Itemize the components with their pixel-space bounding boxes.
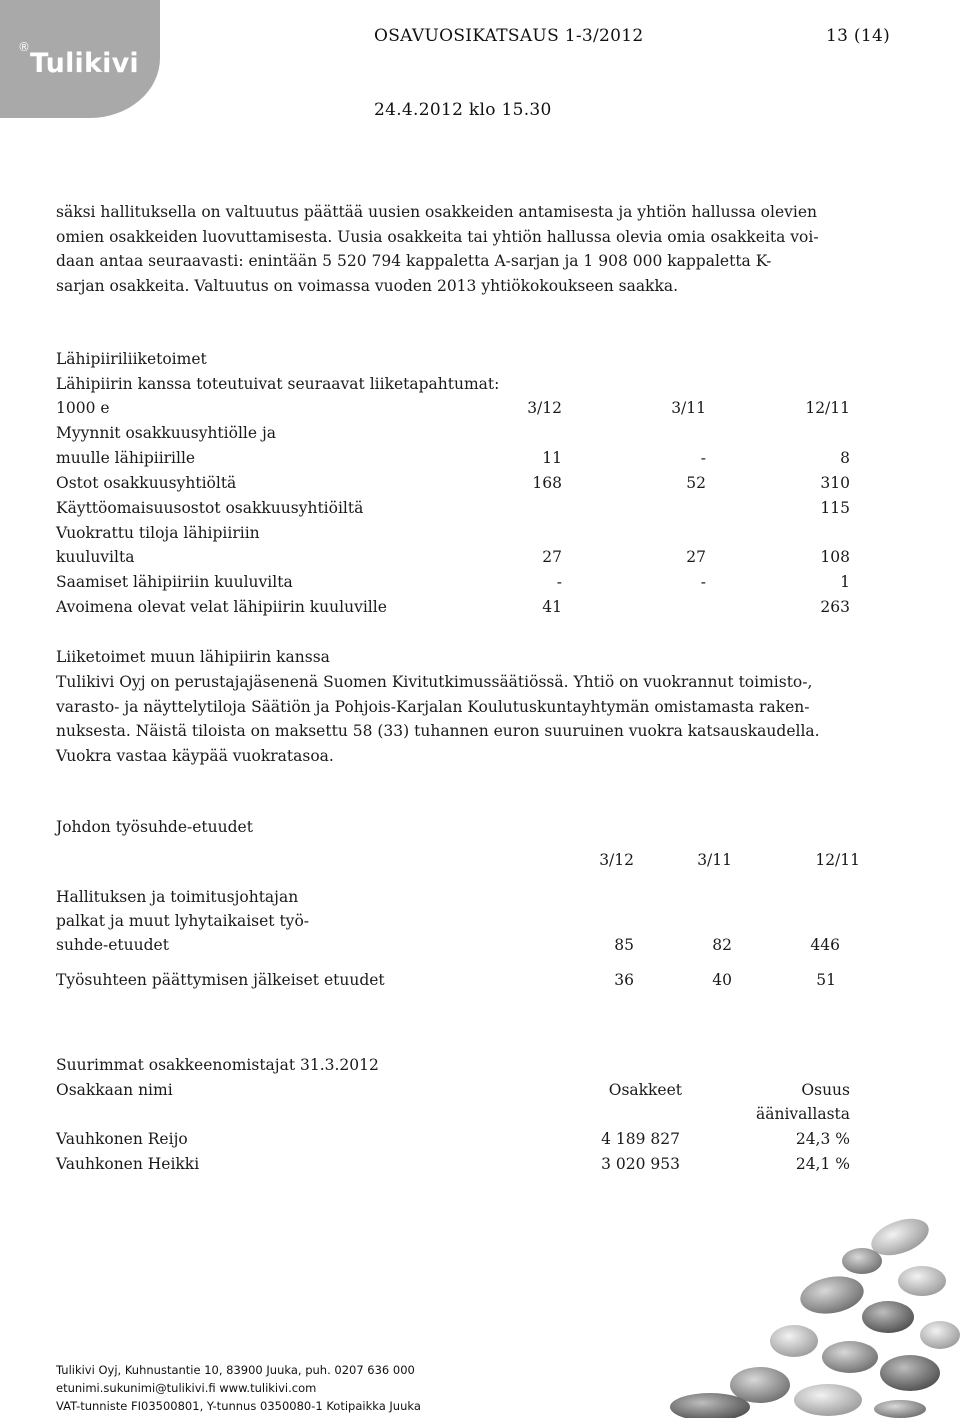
management-heading: Johdon työsuhde-etuudet [56, 818, 253, 836]
intro-line: daan antaa seuraavasti: enintään 5 520 794 kappaletta A-sarjan ja 1 908 000 kappaletta K- [56, 252, 772, 270]
table-row [56, 521, 856, 546]
row-label: Vuokrattu tiloja lähipiiriin [56, 524, 260, 542]
stone [920, 1321, 960, 1349]
cell-value: 8 [840, 449, 850, 467]
col-header: Osuus [801, 1081, 850, 1099]
col-header: 3/11 [671, 399, 706, 417]
table-row [56, 421, 856, 446]
shareholders-header-row [56, 1078, 856, 1103]
mgmt-row-label: palkat ja muut lyhytaikaiset työ- [56, 912, 310, 930]
row-label: Käyttöomaisuusostot osakkuusyhtiöiltä [56, 499, 364, 517]
row-label: Avoimena olevat velat lähipiirin kuuluville [56, 598, 387, 616]
cell-value: 51 [816, 971, 836, 989]
stone [880, 1355, 940, 1391]
col-header: Osakkeet [608, 1081, 682, 1099]
shareholder-shares: 4 189 827 [601, 1130, 680, 1148]
row-label: Myynnit osakkuusyhtiölle ja [56, 424, 277, 442]
table-row [56, 1152, 856, 1177]
mgmt-row-label: Hallituksen ja toimitusjohtajan [56, 888, 299, 906]
cell-value: 263 [820, 598, 850, 616]
cell-value: 446 [810, 936, 840, 954]
stones-decoration [600, 1195, 960, 1418]
cell-value: 52 [686, 474, 706, 492]
page-number: 13 (14) [826, 26, 891, 46]
row-label: kuuluvilta [56, 548, 135, 566]
table-row [56, 968, 856, 993]
cell-value: 27 [686, 548, 706, 566]
related-subheading: Lähipiirin kanssa toteutuivat seuraavat liiketapahtumat: [56, 375, 500, 393]
stone [862, 1301, 914, 1333]
shareholder-pct: 24,1 % [795, 1155, 850, 1173]
company-logo [0, 0, 160, 118]
intro-line: säksi hallituksella on valtuutus päättää uusien osakkeiden antamisesta ja yhtiön hallussa olevien [56, 203, 817, 221]
management-header-row [56, 848, 860, 873]
col-header: 12/11 [815, 851, 860, 869]
intro-line: omien osakkeiden luovuttamisesta. Uusia osakkeita tai yhtiön hallussa olevia omia osakkeita voi- [56, 227, 819, 246]
cell-value: 40 [712, 971, 732, 989]
footer-contact: etunimi.sukunimi@tulikivi.fi www.tulikivi.com [56, 1381, 317, 1395]
cell-value: 115 [820, 499, 850, 517]
cell-value: 310 [820, 474, 850, 492]
col-header: äänivallasta [756, 1105, 850, 1123]
footer-ids: VAT-tunniste FI03500801, Y-tunnus 0350080-1 Kotipaikka Juuka [56, 1399, 421, 1413]
stone [874, 1400, 926, 1418]
cell-value: - [700, 573, 706, 591]
cell-value: 11 [542, 449, 562, 467]
report-title: OSAVUOSIKATSAUS 1-3/2012 [374, 26, 644, 46]
cell-value: 41 [542, 598, 562, 616]
shareholders-header-row-2 [56, 1102, 856, 1127]
col-header: 3/11 [697, 851, 732, 869]
table-row [56, 933, 856, 958]
intro-line: sarjan osakkeita. Valtuutus on voimassa vuoden 2013 yhtiökokoukseen saakka. [56, 276, 679, 295]
other-line: nuksesta. Näistä tiloista on maksettu 58 (33) tuhannen euron suuruinen vuokra katsauskaudella. [56, 722, 820, 740]
other-line: varasto- ja näyttelytiloja Säätiön ja Pohjois-Karjalan Koulutuskuntayhtymän omistamasta raken- [56, 697, 810, 716]
table-row [56, 1127, 856, 1152]
cell-value: 36 [614, 971, 634, 989]
table-row [56, 545, 856, 570]
col-header: 12/11 [805, 399, 850, 417]
shareholder-name: Vauhkonen Heikki [56, 1155, 200, 1173]
related-header-row [56, 396, 856, 421]
related-heading: Lähipiiriliiketoimet [56, 350, 207, 368]
cell-value: 108 [820, 548, 850, 566]
stone [794, 1384, 862, 1416]
table-row [56, 446, 856, 471]
footer-address: Tulikivi Oyj, Kuhnustantie 10, 83900 Juuka, puh. 0207 636 000 [56, 1363, 415, 1377]
row-label: muulle lähipiirille [56, 449, 196, 467]
table-row [56, 570, 856, 595]
col-header: 3/12 [599, 851, 634, 869]
shareholder-name: Vauhkonen Reijo [56, 1130, 188, 1148]
other-paragraph [56, 670, 906, 768]
stone [842, 1248, 882, 1274]
cell-value: - [700, 449, 706, 467]
cell-value: - [556, 573, 562, 591]
col-header: Osakkaan nimi [56, 1081, 173, 1099]
table-row [56, 496, 856, 521]
cell-value: 85 [614, 936, 634, 954]
row-label: Saamiset lähipiiriin kuuluvilta [56, 573, 293, 591]
other-heading: Liiketoimet muun lähipiirin kanssa [56, 648, 330, 666]
cell-value: 1 [840, 573, 850, 591]
table-row [56, 595, 856, 620]
logo-text: Tulikivi [30, 48, 139, 79]
other-line: Tulikivi Oyj on perustajajäsenenä Suomen Kivitutkimussäätiössä. Yhtiö on vuokrannut toimisto-, [56, 673, 813, 691]
stone [822, 1341, 878, 1373]
shareholder-shares: 3 020 953 [601, 1155, 680, 1173]
cell-value: 27 [542, 548, 562, 566]
stone [797, 1272, 866, 1319]
row-label: Työsuhteen päättymisen jälkeiset etuudet [56, 971, 385, 989]
col-header: 3/12 [527, 399, 562, 417]
unit-label: 1000 e [56, 399, 110, 417]
footer [56, 1361, 421, 1415]
cell-value: 82 [712, 936, 732, 954]
shareholders-heading: Suurimmat osakkeenomistajat 31.3.2012 [56, 1056, 379, 1074]
shareholder-pct: 24,3 % [795, 1130, 850, 1148]
row-label: suhde-etuudet [56, 936, 169, 954]
table-row [56, 471, 856, 496]
other-line: Vuokra vastaa käypää vuokratasoa. [56, 746, 334, 765]
stone [770, 1325, 818, 1357]
cell-value: 168 [532, 474, 562, 492]
intro-paragraph [56, 200, 906, 298]
row-label: Ostot osakkuusyhtiöltä [56, 474, 237, 492]
stone [898, 1266, 946, 1296]
report-date: 24.4.2012 klo 15.30 [374, 100, 552, 120]
registered-mark: ® [18, 40, 30, 54]
